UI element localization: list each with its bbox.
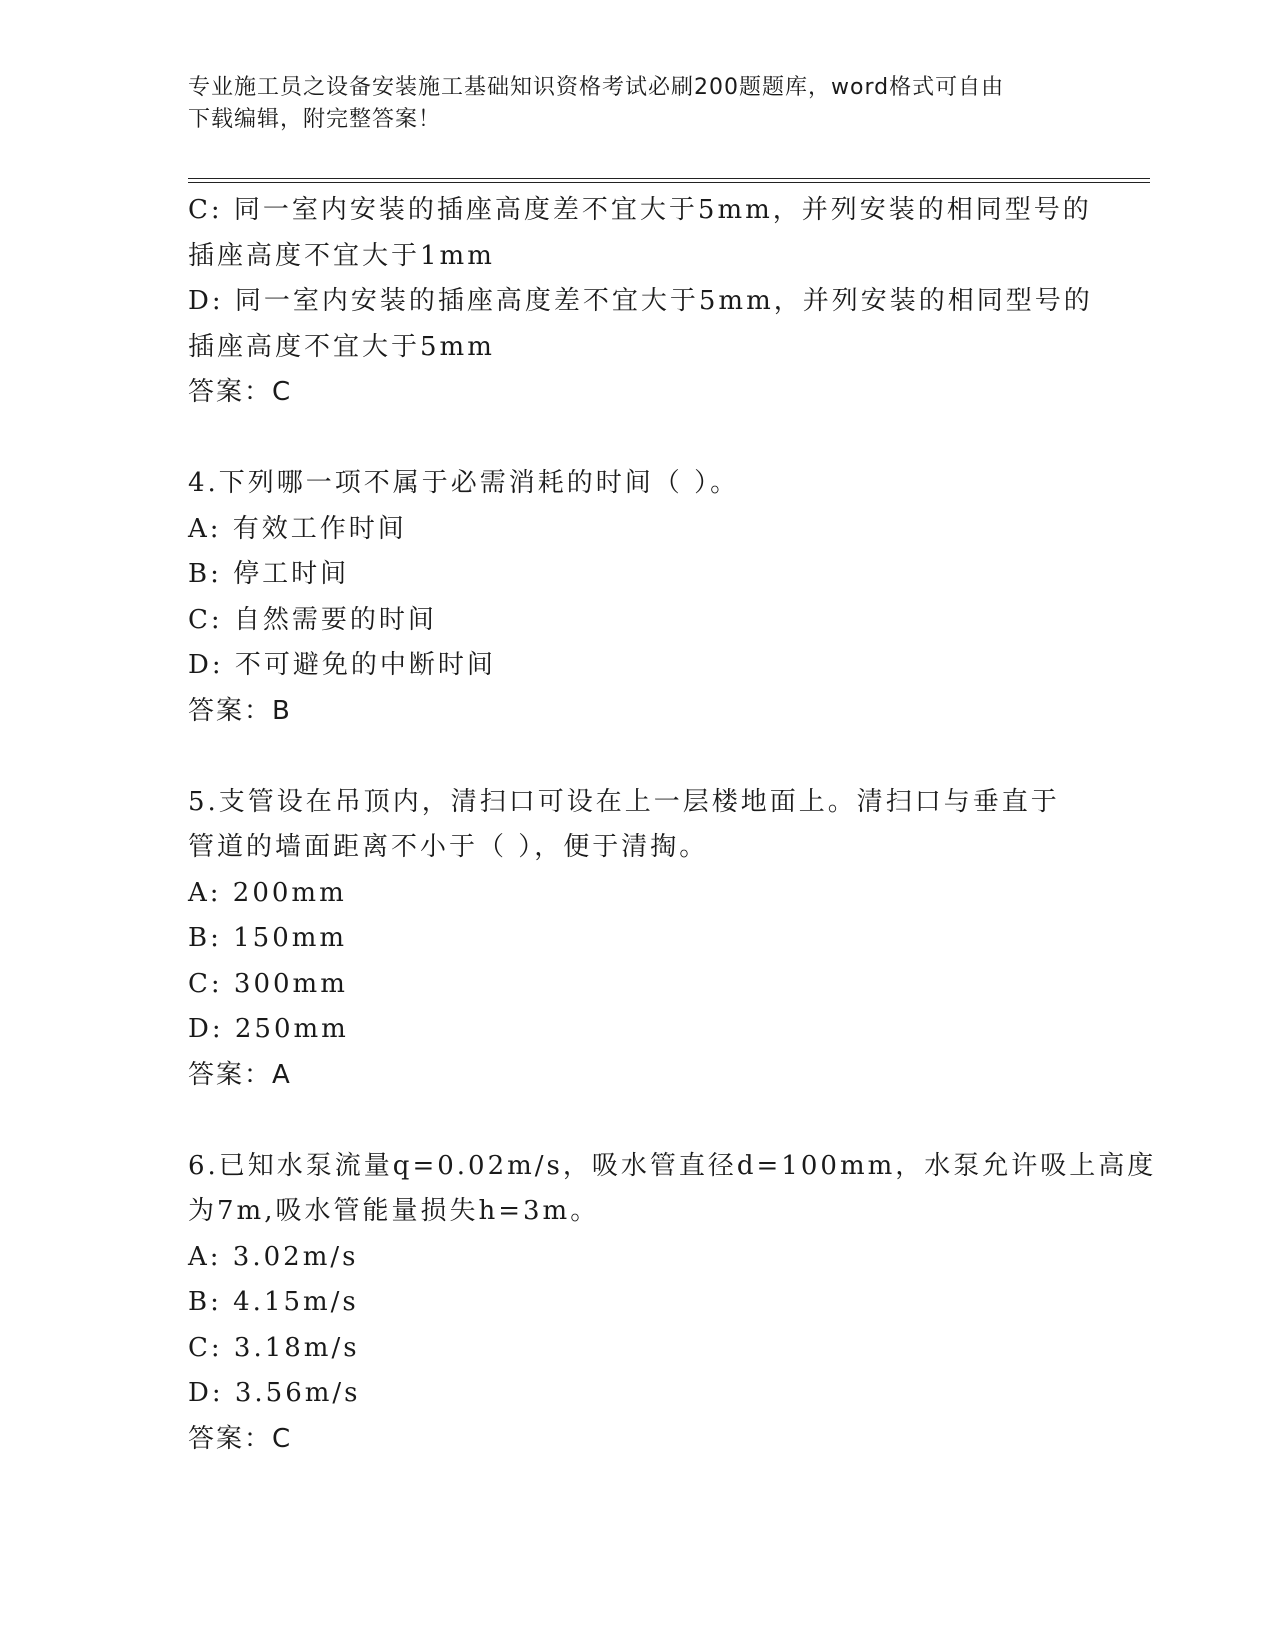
question-4 (188, 461, 1088, 734)
question-stem-line-2: 为7m,吸水管能量损失h=3m。 (188, 1196, 600, 1226)
question-6 (188, 1144, 1157, 1463)
option-c: C: 3.18m/s (188, 1332, 360, 1363)
header-title-line-1: 专业施工员之设备安装施工基础知识资格考试必刷200题题库，word格式可自由 (188, 75, 1005, 100)
option-d: D: 不可避免的中断时间 (188, 650, 496, 680)
option-d: D: 250mm (188, 1014, 349, 1044)
spacer (188, 416, 1088, 462)
answer: 答案：A (188, 1059, 292, 1090)
option-d-line-1: D: 同一室内安装的插座高度差不宜大于5mm，并列安装的相同型号的 (188, 286, 1093, 316)
option-a: A: 200mm (188, 877, 347, 908)
question-stem-line-2: 管道的墙面距离不小于（ ），便于清掏。 (188, 832, 709, 862)
answer: 答案：B (188, 695, 292, 726)
option-d-line-2: 插座高度不宜大于5mm (188, 331, 495, 362)
option-b: B: 4.15m/s (188, 1287, 359, 1317)
answer: 答案：C (188, 1423, 293, 1454)
question-3 (188, 188, 1093, 416)
option-c-line-2: 插座高度不宜大于1mm (188, 240, 495, 271)
question-stem: 4.下列哪一项不属于必需消耗的时间（ ）。 (188, 468, 740, 498)
header-divider-bottom (188, 182, 1150, 183)
question-5 (188, 780, 1088, 1099)
question-stem-line-1: 6.已知水泵流量q=0.02m/s，吸水管直径d=100mm，水泵允许吸上高度 (188, 1150, 1157, 1181)
option-d: D: 3.56m/s (188, 1378, 361, 1408)
spacer (188, 1098, 1088, 1144)
answer: 答案：C (188, 377, 293, 407)
option-c: C: 300mm (188, 968, 348, 999)
document-header (188, 72, 1088, 136)
option-a: A: 3.02m/s (188, 1241, 359, 1272)
option-c: C: 自然需要的时间 (188, 604, 437, 635)
option-b: B: 停工时间 (188, 559, 350, 589)
option-c-line-1: C: 同一室内安装的插座高度差不宜大于5mm，并列安装的相同型号的 (188, 195, 1092, 225)
option-a: A: 有效工作时间 (188, 513, 407, 544)
question-stem-line-1: 5.支管设在吊顶内，清扫口可设在上一层楼地面上。清扫口与垂直于 (188, 786, 1060, 817)
option-b: B: 150mm (188, 923, 348, 953)
header-title-line-2: 下载编辑，附完整答案！ (188, 107, 442, 132)
question-list (188, 188, 1157, 1462)
header-divider-top (188, 178, 1150, 179)
spacer (188, 734, 1088, 780)
